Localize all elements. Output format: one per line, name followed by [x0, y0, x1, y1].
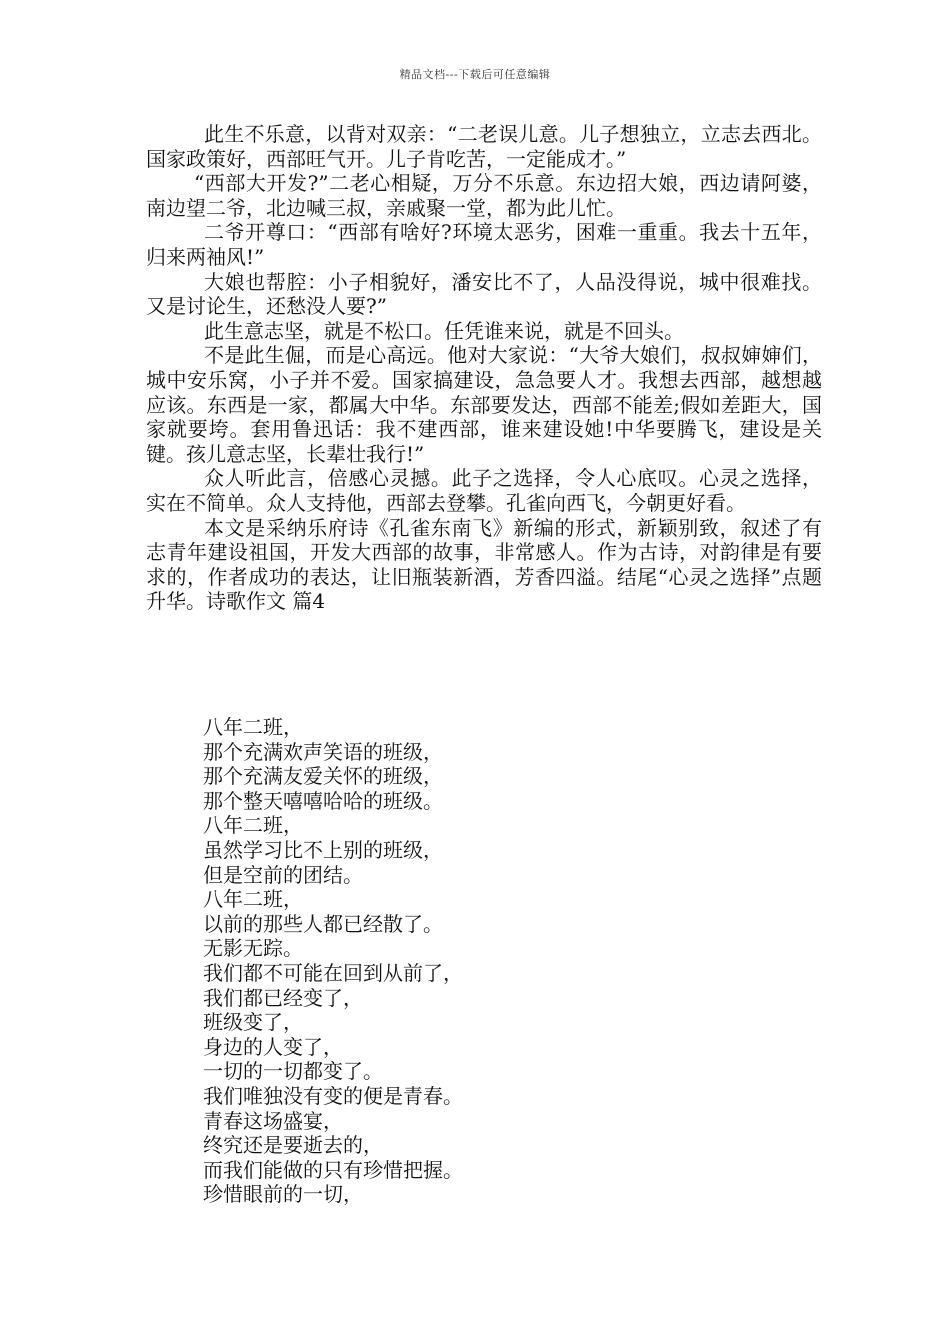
- poem-line: 无影无踪。: [203, 936, 303, 961]
- poem-line: 珍惜眼前的一切，: [203, 1182, 363, 1207]
- article-body: [146, 122, 822, 614]
- poem-line: 身边的人变了，: [203, 1034, 343, 1059]
- paragraph: 本文是采纳乐府诗《孔雀东南飞》新编的形式，新颖别致，叙述了有志青年建设祖国，开发大西部的故事，非常感人。作为古诗，对韵律是有要求的，作者成功的表达，让旧瓶装新酒，芳香四溢。结尾“心灵之选择”点题升华。诗歌作文 篇4: [146, 515, 822, 614]
- paragraph: 二爷开尊口：“西部有啥好?环境太恶劣，困难一重重。我去十五年，归来两袖风!”: [146, 220, 822, 269]
- poem-line: 八年二班，: [203, 715, 303, 739]
- paragraph: 此生不乐意，以背对双亲：“二老误儿意。儿子想独立，立志去西北。国家政策好，西部旺气开。儿子肯吃苦，一定能成才。”: [146, 122, 822, 171]
- poem-line: 班级变了，: [203, 1010, 303, 1035]
- paragraph: 此生意志坚，就是不松口。任凭谁来说，就是不回头。: [204, 318, 684, 343]
- poem-line: 终究还是要逝去的，: [203, 1133, 383, 1158]
- poem-line: 虽然学习比不上别的班级，: [203, 837, 443, 862]
- poem-line: 八年二班，: [203, 887, 303, 912]
- poem-line: 我们唯独没有变的便是青春。: [203, 1083, 463, 1108]
- poem-line: 但是空前的团结。: [203, 862, 363, 887]
- poem-line: 而我们能做的只有珍惜把握。: [203, 1157, 463, 1182]
- paragraph: 众人听此言，倍感心灵撼。此子之选择，令人心底叹。心灵之选择，实在不简单。众人支持他，西部去登攀。孔雀向西飞，今朝更好看。: [146, 466, 822, 515]
- paragraph: 不是此生倔，而是心高远。他对大家说：“大爷大娘们，叔叔婶婶们，城中安乐窝，小子并不爱。国家搞建设，急急要人才。我想去西部，越想越应该。东西是一家，都属大中华。东部要发达，西部不能差;假如差距大，国家就要垮。套用鲁迅话：我不建西部，谁来建设她!中华要腾飞，建设是关键。孩儿意志坚，长辈壮我行!”: [146, 343, 822, 466]
- poem-line: 我们都不可能在回到从前了，: [203, 960, 463, 985]
- poem-line: 我们都已经变了，: [203, 985, 363, 1010]
- poem: [203, 715, 803, 1207]
- poem-line: 八年二班，: [203, 813, 303, 838]
- poem-line: 那个整天嘻嘻哈哈的班级。: [203, 788, 443, 813]
- poem-line: 那个充满友爱关怀的班级，: [203, 764, 443, 789]
- poem-line: 青春这场盛宴，: [203, 1108, 343, 1133]
- paragraph: 大娘也帮腔：小子相貌好，潘安比不了，人品没得说，城中很难找。又是讨论生，还愁没人要?”: [146, 269, 822, 319]
- poem-line: 以前的那些人都已经散了。: [203, 911, 443, 936]
- poem-line: 一切的一切都变了。: [203, 1059, 383, 1084]
- page-header: 精品文档---下载后可任意编辑: [399, 68, 551, 81]
- paragraph: “西部大开发?”二老心相疑，万分不乐意。东边招大娘，西边请阿婆，南边望二爷，北边喊三叔，亲戚聚一堂，都为此儿忙。: [146, 171, 822, 220]
- poem-line: 那个充满欢声笑语的班级，: [203, 739, 443, 764]
